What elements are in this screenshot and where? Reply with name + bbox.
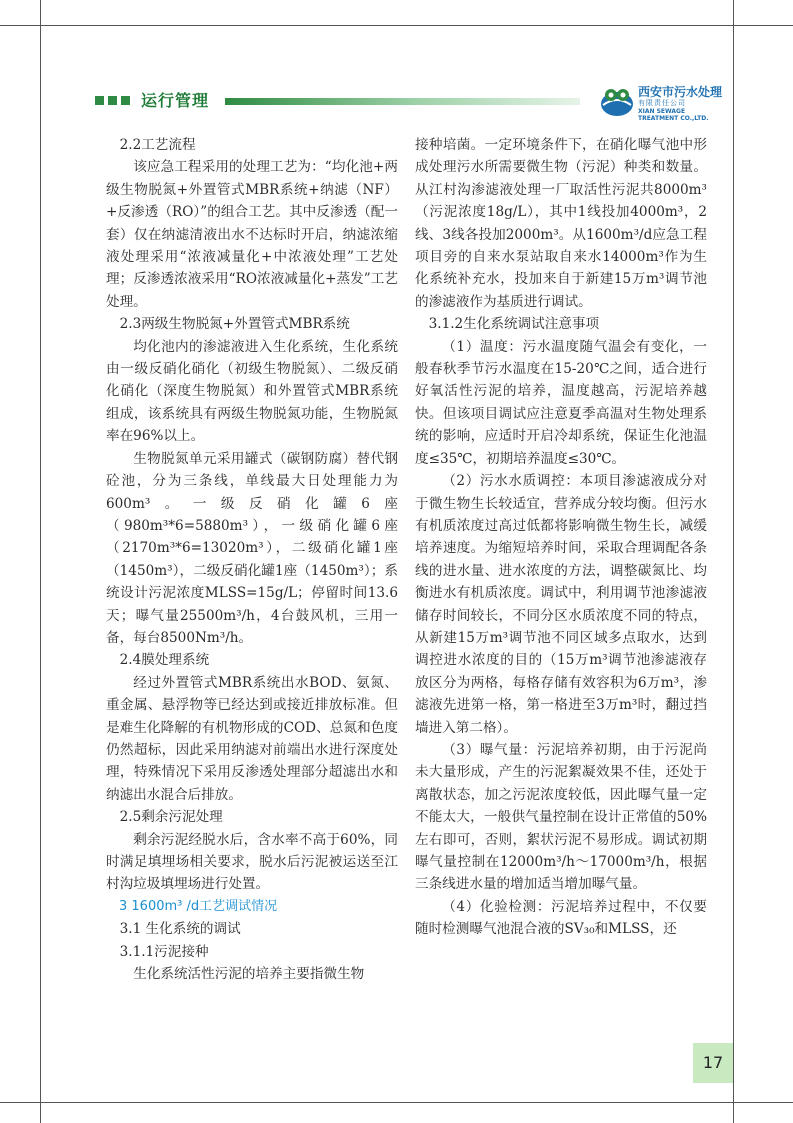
paragraph: （1）温度：污水温度随气温会有变化，一般春秋季节污水温度在15-20℃之间，适合进行好氧活性污泥的培养，温度越高，污泥培养越快。但该项目调试应注意夏季高温对生物处理系统的影响，应适时开启冷却系统，保证生化池温度≤35℃，初期培养温度≤30℃。 xyxy=(415,338,707,467)
logo-english-line1: XIAN SEWAGE xyxy=(638,108,686,115)
logo-emblem-icon xyxy=(600,85,634,119)
heading-2-5: 2.5剩余污泥处理 xyxy=(119,809,223,826)
company-logo xyxy=(600,83,725,125)
paragraph: 经过外置管式MBR系统出水BOD、氨氮、重金属、悬浮物等已经达到或接近排放标准。但是难生化降解的有机物形成的COD、总氮和色度仍然超标，因此采用纳滤对前端出水进行深度处理，特殊情况下采用反渗透处理部分超滤出水和纳滤出水混合后排放。 xyxy=(106,674,398,803)
crop-mark-right xyxy=(733,0,734,1123)
paragraph: 该应急工程采用的处理工艺为：“均化池+两级生物脱氮+外置管式MBR系统+纳滤（NF）+反渗透（RO）”的组合工艺。其中反渗透（配一套）仅在纳滤清液出水不达标时开启，纳滤浓缩液处理采用“浓液减量化+中浓液处理”工艺处理；反渗透浓液采用“RO浓液减量化+蒸发”工艺处理。 xyxy=(106,159,398,310)
section-label: 运行管理 xyxy=(141,91,210,110)
crop-mark-top xyxy=(0,25,793,26)
heading-2-4: 2.4膜处理系统 xyxy=(119,652,210,669)
paragraph: 剩余污泥经脱水后，含水率不高于60%，同时满足填埋场相关要求，脱水后污泥被运送至江村沟垃圾填埋场进行处置。 xyxy=(106,831,398,893)
running-header xyxy=(95,85,723,122)
logo-company-name: 西安市污水处理 xyxy=(638,85,723,99)
paragraph: （2）污水水质调控：本项目渗滤液成分对于微生物生长较适宜，营养成分较均衡。但污水有机质浓度过高过低都将影响微生物生长，减缓培养速度。为缩短培养时间，采取合理调配各条线的进水量、进水浓度的方法，调整碳氮比、均衡进水有机质浓度。调试中，利用调节池渗滤液储存时间较长，不同分区水质浓度不同的特点，从新建15万m³调节池不同区域多点取水，达到调控进水浓度的目的（15万m³调节池渗滤液存放区分为两格，每格存储有效容积为6万m³，渗滤液先进第一格，第一格进至3万m³时，翻过挡墙进入第二格）。 xyxy=(415,473,707,736)
heading-3-1-1: 3.1.1污泥接种 xyxy=(119,943,209,960)
header-square xyxy=(95,96,104,105)
header-gradient-bar xyxy=(225,98,580,105)
paragraph: （4）化验检测：污泥培养过程中，不仅要随时检测曝气池混合液的SV₃₀和MLSS，还 xyxy=(415,898,707,938)
heading-2-3: 2.3两级生物脱氮+外置管式MBR系统 xyxy=(119,316,350,333)
crop-mark-bottom xyxy=(0,1102,793,1103)
paragraph: 生物脱氮单元采用罐式（碳钢防腐）替代钢砼池，分为三条线，单线最大日处理能力为600m³。一级反硝化罐6座（980m³*6=5880m³），一级硝化罐6座（2170m³*6=13020m³），二级硝化罐1座（1450m³），二级反硝化罐1座（1450m³）；系统设计污泥浓度MLSS=15g/L；停留时间13.6天；曝气量25500m³/h，4台鼓风机，三用一备，每台8500Nm³/h。 xyxy=(106,450,398,646)
paragraph: （3）曝气量：污泥培养初期，由于污泥尚未大量形成，产生的污泥絮凝效果不佳，还处于离散状态，加之污泥浓度较低，因此曝气量一定不能太大，一般供气量控制在设计正常值的50%左右即可，否则，絮状污泥不易形成。调试初期曝气量控制在12000m³/h～17000m³/h，根据三条线进水量的增加适当增加曝气量。 xyxy=(415,741,707,893)
header-square xyxy=(108,96,117,105)
paragraph: 生化系统活性污泥的培养主要指微生物 xyxy=(133,966,365,983)
heading-3: 3 1600m³ /d工艺调试情况 xyxy=(119,898,278,914)
header-square xyxy=(121,96,130,105)
page-number-box xyxy=(693,1043,733,1083)
heading-3-1: 3.1 生化系统的调试 xyxy=(119,921,241,938)
logo-english-line2: TREATMENT CO.,LTD. xyxy=(638,115,709,122)
logo-company-type: 有限责任公司 xyxy=(638,99,686,107)
page-number: 17 xyxy=(702,1053,724,1072)
heading-3-1-2: 3.1.2生化系统调试注意事项 xyxy=(428,316,600,333)
crop-mark-left xyxy=(40,0,41,1123)
heading-2-2: 2.2工艺流程 xyxy=(119,137,196,153)
right-column xyxy=(415,134,707,941)
paragraph: 接种培菌。一定环境条件下，在硝化曝气池中形成处理污水所需要微生物（污泥）种类和数量。从江村沟渗滤液处理一厂取活性污泥共8000m³（污泥浓度18g/L），其中1线投加4000m³，2线、3线各投加2000m³。从1600m³/d应急工程项目旁的自来水泵站取自来水14000m³作为生化系统补充水，投加来自于新建15万m³调节池的渗滤液作为基质进行调试。 xyxy=(415,137,707,310)
left-column xyxy=(106,134,398,985)
paragraph: 均化池内的渗滤液进入生化系统，生化系统由一级反硝化硝化（初级生物脱氮）、二级反硝化硝化（深度生物脱氮）和外置管式MBR系统组成，该系统具有两级生物脱氮功能，生物脱氮率在96%以上。 xyxy=(106,338,398,445)
